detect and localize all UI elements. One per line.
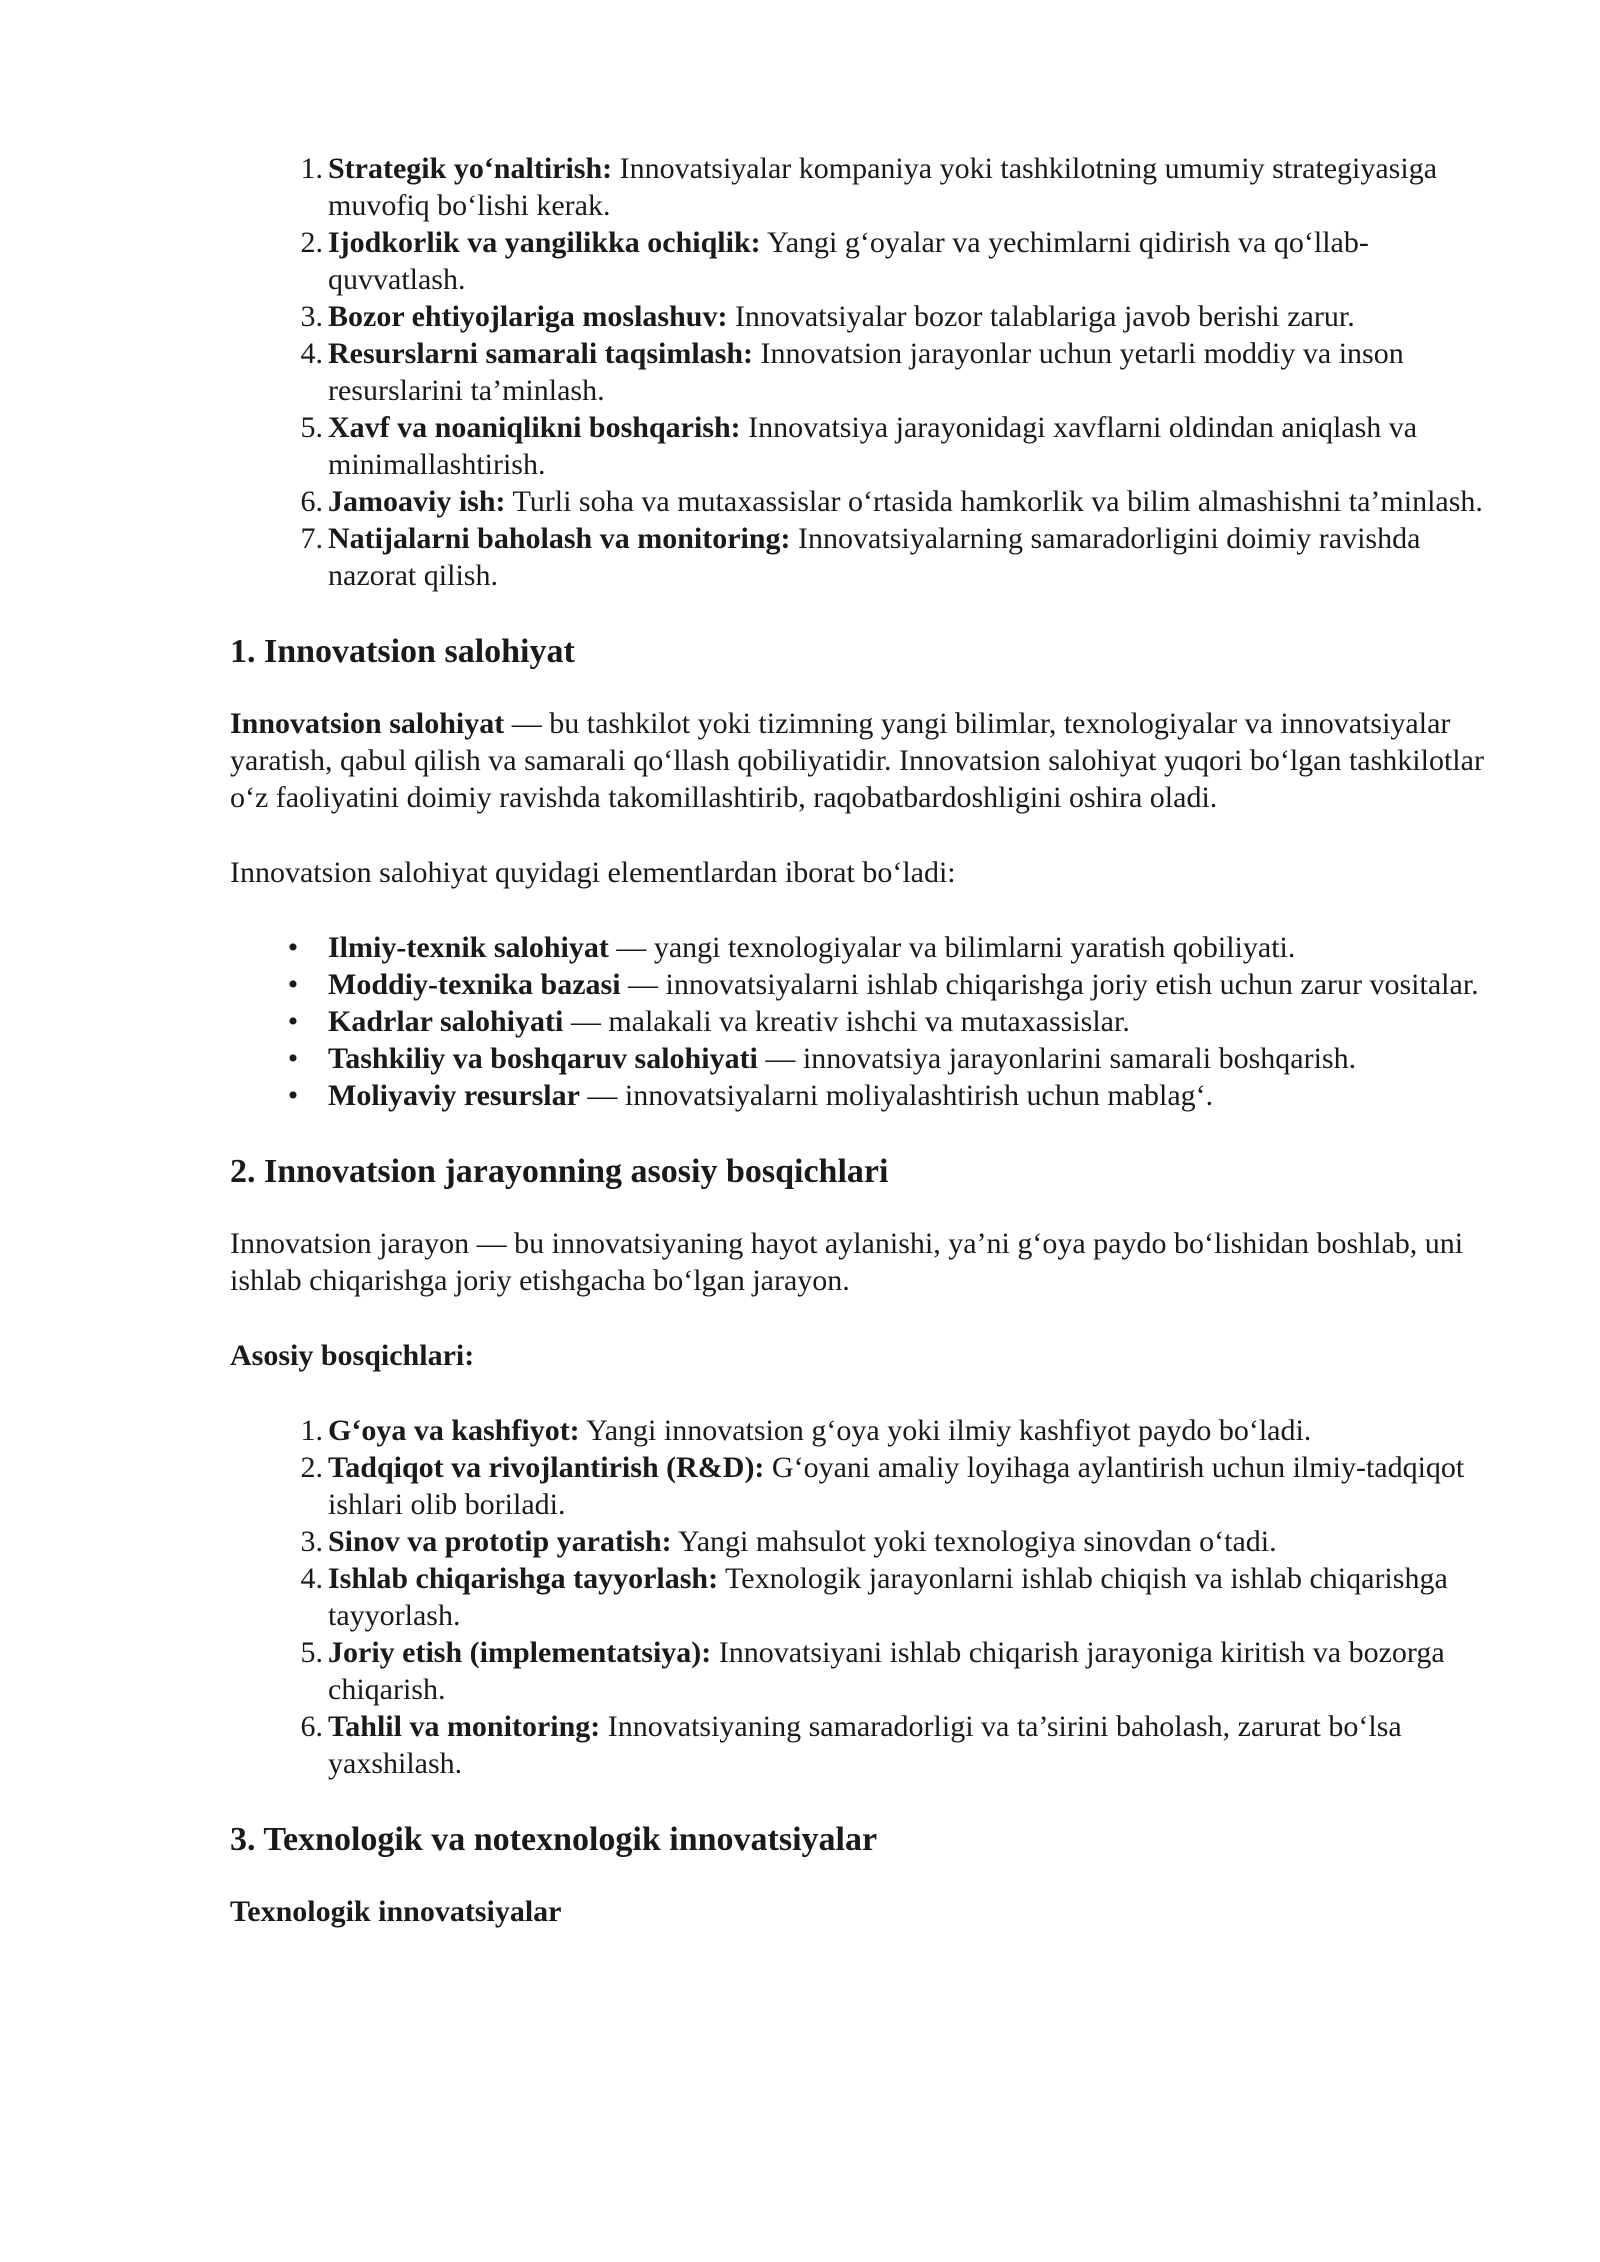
list-item — [230, 1708, 1500, 1782]
paragraph: Innovatsion salohiyat quyidagi elementlardan iborat bo‘ladi: — [230, 856, 956, 889]
list-item — [230, 1634, 1500, 1708]
item-text: — innovatsiyalarni ishlab chiqarishga joriy etish uchun zarur vositalar. — [620, 968, 1479, 1001]
section-heading: 1. Innovatsion salohiyat — [230, 633, 575, 670]
document-page — [230, 150, 1500, 1930]
bullet-icon: • — [287, 931, 299, 964]
principles-list — [230, 150, 1500, 594]
item-term: Moddiy-texnika bazasi — [328, 968, 621, 1001]
item-term: Moliyaviy resurslar — [328, 1079, 580, 1112]
list-item — [230, 409, 1500, 483]
item-term: Strategik yo‘naltirish: — [328, 152, 613, 185]
list-number: 3. — [300, 1525, 323, 1558]
list-item — [230, 298, 1500, 335]
bullet-item — [230, 1003, 1500, 1040]
list-item — [230, 520, 1500, 594]
section-heading: 2. Innovatsion jarayonning asosiy bosqichlari — [230, 1153, 889, 1190]
bullet-item — [230, 966, 1500, 1003]
item-term: Tashkiliy va boshqaruv salohiyati — [328, 1042, 758, 1075]
paragraph: Innovatsion jarayon — bu innovatsiyaning hayot aylanishi, ya’ni g‘oya paydo bo‘lishidan boshlab, uni ishlab chiqarishga joriy etishgacha bo‘lgan jarayon. — [230, 1227, 1464, 1297]
list-number: 4. — [300, 337, 323, 370]
item-text: — innovatsiyalarni moliyalashtirish uchun mablag‘. — [579, 1079, 1214, 1112]
list-item — [230, 1560, 1500, 1634]
bullet-icon: • — [287, 1005, 299, 1038]
item-text: — yangi texnologiyalar va bilimlarni yaratish qobiliyati. — [608, 931, 1296, 964]
subheading — [230, 1337, 1500, 1374]
subheading-text: Texnologik innovatsiyalar — [230, 1895, 562, 1928]
list-item — [230, 1523, 1500, 1560]
list-item — [230, 1412, 1500, 1449]
item-text: Innovatsiyaning samaradorligi va ta’sirini baholash, zarurat bo‘lsa yaxshilash. — [328, 1710, 1402, 1780]
item-text: — innovatsiya jarayonlarini samarali boshqarish. — [757, 1042, 1357, 1075]
subheading — [230, 1893, 1500, 1930]
subheading-text: Asosiy bosqichlari: — [230, 1339, 475, 1372]
list-number: 5. — [300, 411, 323, 444]
item-term: Ilmiy-texnik salohiyat — [328, 931, 609, 964]
item-text: G‘oyani amaliy loyihaga aylantirish uchun ilmiy-tadqiqot ishlari olib boriladi. — [328, 1451, 1465, 1521]
bullet-icon: • — [287, 1079, 299, 1112]
item-term: Ishlab chiqarishga tayyorlash: — [328, 1562, 719, 1595]
elements-bullet-list — [230, 929, 1500, 1114]
list-number: 4. — [300, 1562, 323, 1595]
item-term: Jamoaviy ish: — [328, 485, 506, 518]
list-item — [230, 335, 1500, 409]
section-heading: 3. Texnologik va notexnologik innovatsiyalar — [230, 1821, 878, 1858]
list-item — [230, 483, 1500, 520]
bullet-item — [230, 929, 1500, 966]
item-term: Resurslarni samarali taqsimlash: — [328, 337, 754, 370]
list-number: 6. — [300, 1710, 323, 1743]
item-term: Tahlil va monitoring: — [328, 1710, 601, 1743]
item-text: Innovatsiyalar kompaniya yoki tashkilotning umumiy strategiyasiga muvofiq bo‘lishi kerak. — [328, 152, 1438, 222]
item-term: G‘oya va kashfiyot: — [328, 1414, 580, 1447]
list-number: 6. — [300, 485, 323, 518]
item-text: Innovatsiyani ishlab chiqarish jarayoniga kiritish va bozorga chiqarish. — [328, 1636, 1445, 1706]
item-term: Sinov va prototip yaratish: — [328, 1525, 672, 1558]
list-number: 7. — [300, 522, 323, 555]
list-number: 2. — [300, 1451, 323, 1484]
list-item — [230, 150, 1500, 224]
item-text: Yangi innovatsion g‘oya yoki ilmiy kashfiyot paydo bo‘ladi. — [579, 1414, 1312, 1447]
list-item — [230, 1449, 1500, 1523]
stages-list — [230, 1412, 1500, 1782]
item-term: Xavf va noaniqlikni boshqarish: — [328, 411, 741, 444]
item-text: Turli soha va mutaxassislar o‘rtasida hamkorlik va bilim almashishni ta’minlash. — [505, 485, 1483, 518]
item-term: Natijalarni baholash va monitoring: — [328, 522, 791, 555]
list-number: 2. — [300, 226, 323, 259]
item-text: Innovatsiyalar bozor talablariga javob berishi zarur. — [727, 300, 1355, 333]
item-text: Innovatsiyalarning samaradorligini doimiy ravishda nazorat qilish. — [328, 522, 1421, 592]
item-term: Joriy etish (implementatsiya): — [328, 1636, 712, 1669]
list-number: 5. — [300, 1636, 323, 1669]
paragraph-text: — bu tashkilot yoki tizimning yangi bilimlar, texnologiyalar va innovatsiyalar yaratish, qabul qilish va samarali qo‘llash qobiliyatidir. Innovatsion salohiyat yuqori bo‘lgan tashkilotlar o‘z faoliyatini doimiy ravishda takomillashtirib, raqobatbardoshligini oshira oladi. — [230, 707, 1484, 814]
item-term: Bozor ehtiyojlariga moslashuv: — [328, 300, 728, 333]
list-number: 1. — [300, 1414, 323, 1447]
item-text: Yangi mahsulot yoki texnologiya sinovdan o‘tadi. — [671, 1525, 1277, 1558]
paragraph-term: Innovatsion salohiyat — [230, 707, 505, 740]
list-number: 3. — [300, 300, 323, 333]
bullet-icon: • — [287, 1042, 299, 1075]
item-text: Innovatsion jarayonlar uchun yetarli moddiy va inson resurslarini ta’minlash. — [328, 337, 1404, 407]
paragraph — [230, 705, 1500, 816]
bullet-icon: • — [287, 968, 299, 1001]
item-text: Yangi g‘oyalar va yechimlarni qidirish va qo‘llab-quvvatlash. — [328, 226, 1369, 296]
item-text: Texnologik jarayonlarni ishlab chiqish va ishlab chiqarishga tayyorlash. — [328, 1562, 1448, 1632]
item-term: Kadrlar salohiyati — [328, 1005, 564, 1038]
bullet-item — [230, 1077, 1500, 1114]
item-text: — malakali va kreativ ishchi va mutaxassislar. — [563, 1005, 1130, 1038]
item-term: Tadqiqot va rivojlantirish (R&D): — [328, 1451, 765, 1484]
list-item — [230, 224, 1500, 298]
list-number: 1. — [300, 152, 323, 185]
item-term: Ijodkorlik va yangilikka ochiqlik: — [328, 226, 761, 259]
item-text: Innovatsiya jarayonidagi xavflarni oldindan aniqlash va minimallashtirish. — [328, 411, 1418, 481]
bullet-item — [230, 1040, 1500, 1077]
